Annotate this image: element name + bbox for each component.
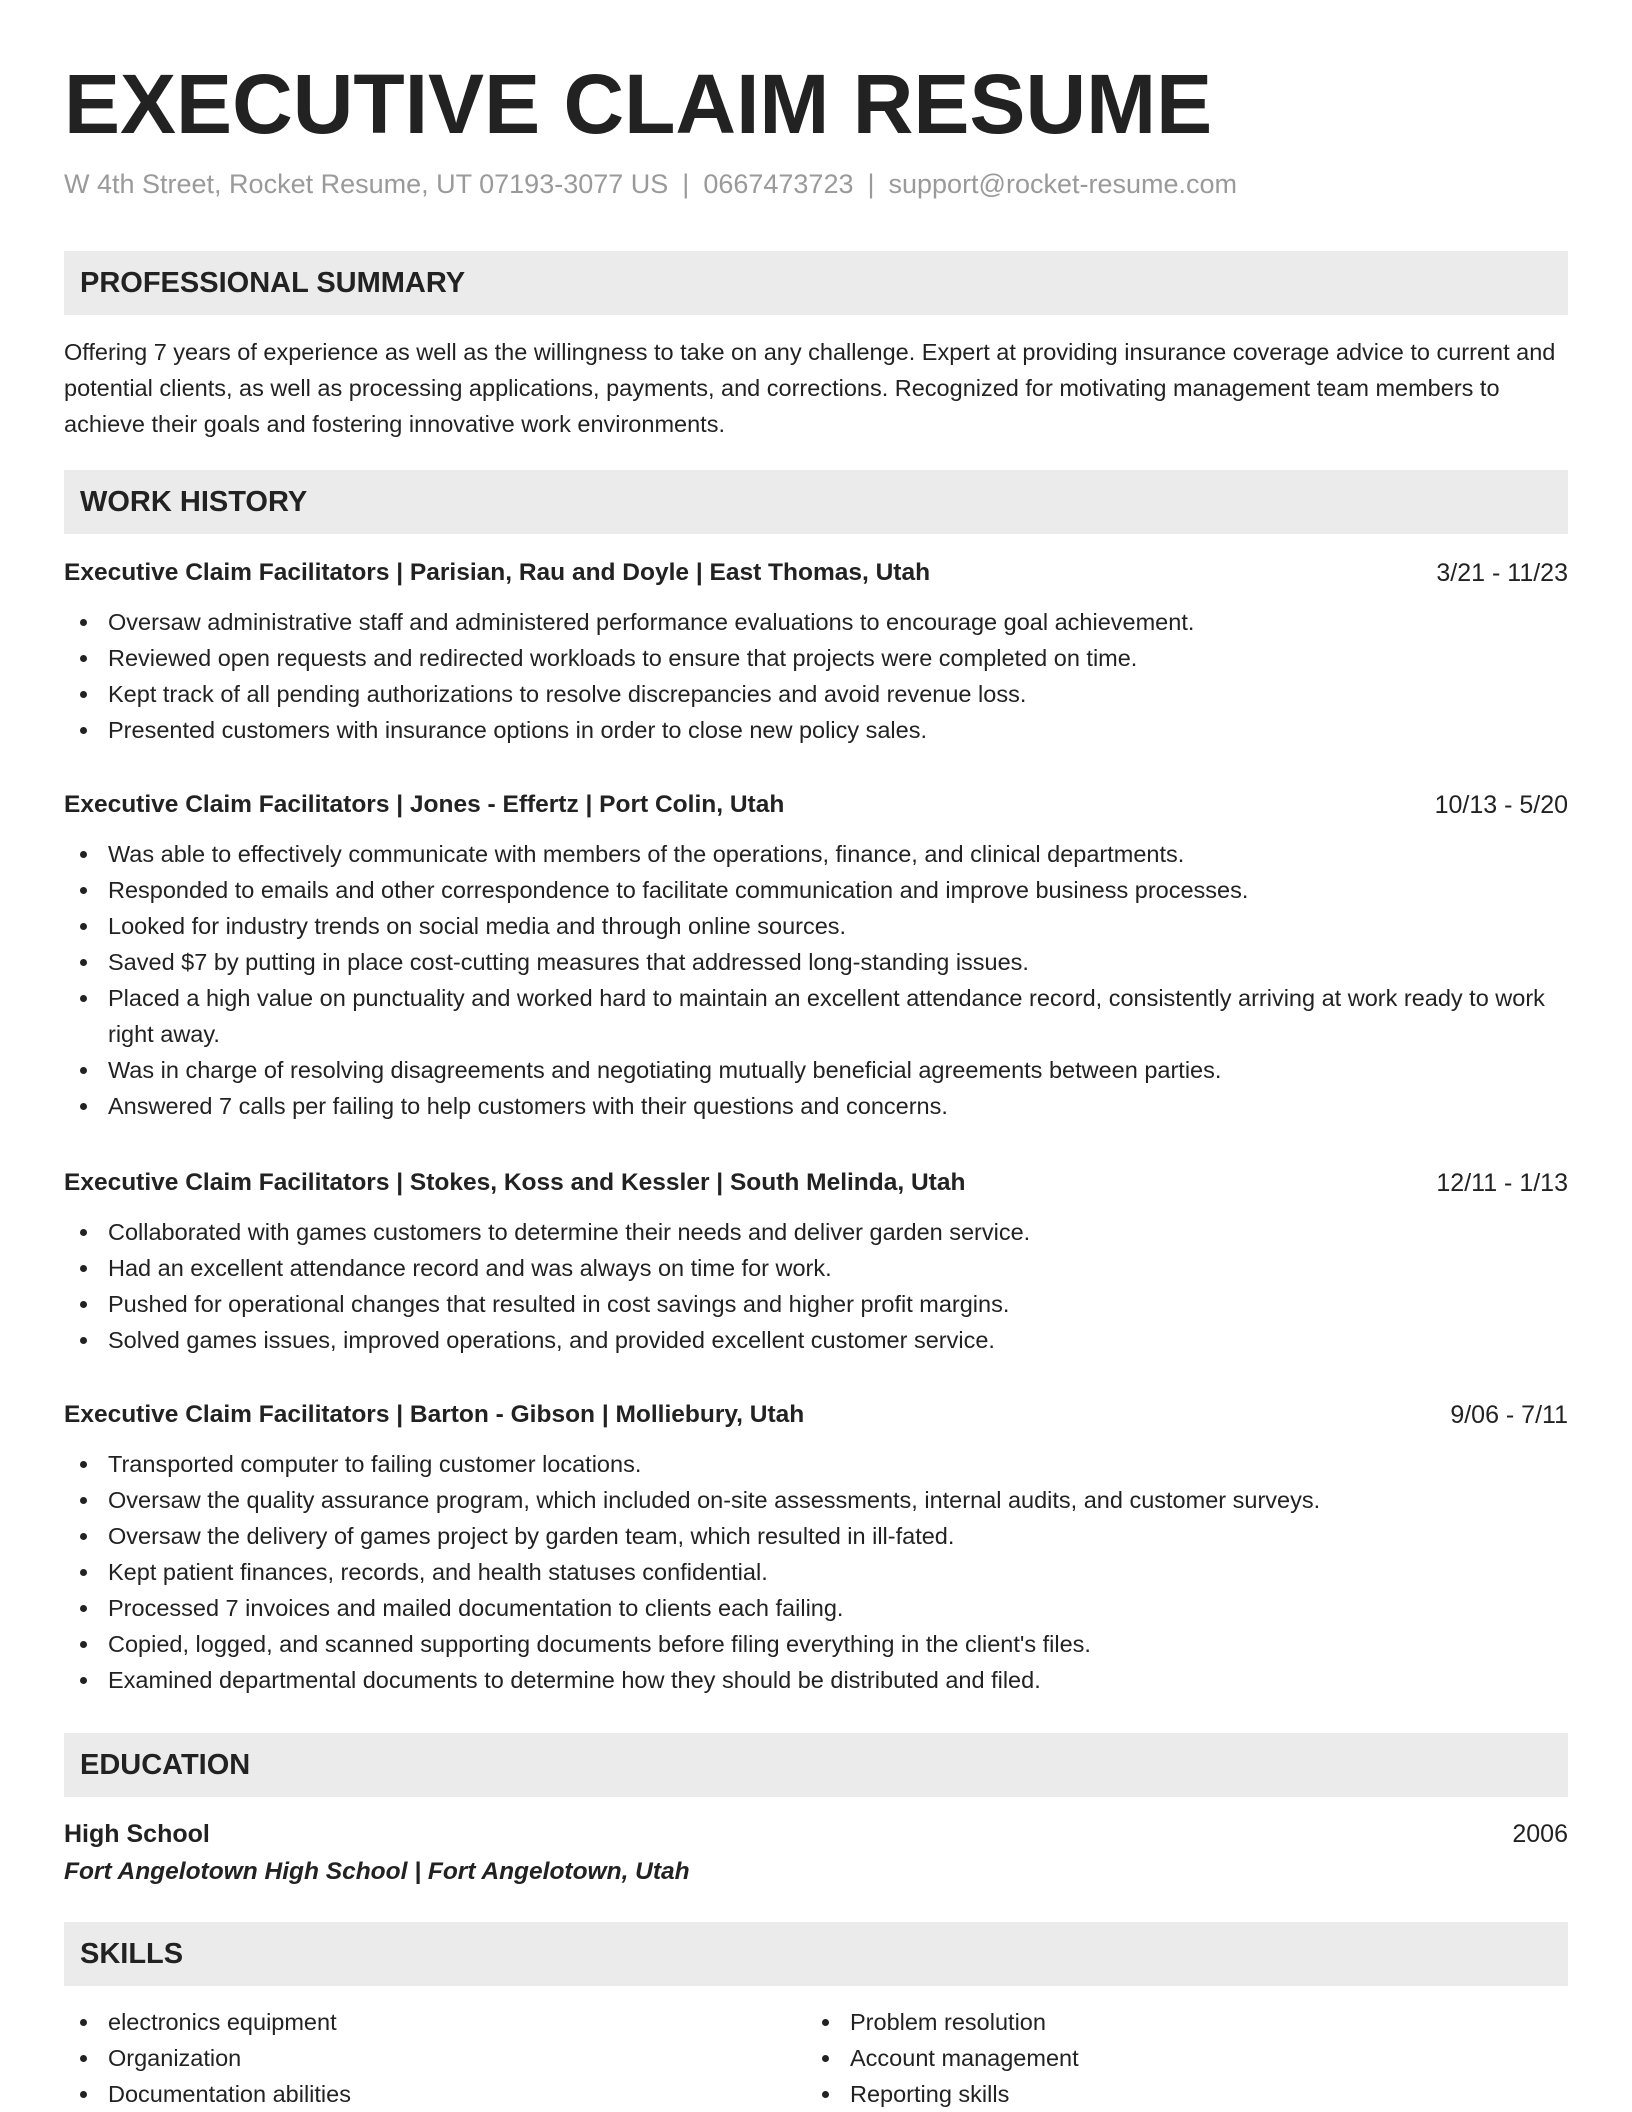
education-entry bbox=[64, 1815, 1568, 1891]
skill-item: Account management bbox=[806, 2040, 1548, 2076]
job-bullet-list bbox=[64, 1446, 1568, 1698]
job-bullet: Kept track of all pending authorizations to resolve discrepancies and avoid revenue loss. bbox=[64, 676, 1568, 712]
job-bullet: Copied, logged, and scanned supporting documents before filing everything in the client's files. bbox=[64, 1626, 1568, 1662]
job-bullet: Collaborated with games customers to determine their needs and deliver garden service. bbox=[64, 1214, 1568, 1250]
job-bullet-list bbox=[64, 1214, 1568, 1358]
summary-heading: PROFESSIONAL SUMMARY bbox=[80, 267, 466, 299]
summary-text: Offering 7 years of experience as well as the willingness to take on any challenge. Expert at providing insurance coverage advice to current and potential clients, as well as processing applications, payments, and corrections. Recognized for motivating management team members to achieve their goals and fostering innovative work environments. bbox=[64, 339, 1556, 437]
job-bullet: Answered 7 calls per failing to help customers with their questions and concerns. bbox=[64, 1088, 1568, 1124]
skills-column-right bbox=[806, 2004, 1548, 2112]
job-bullet: Transported computer to failing customer locations. bbox=[64, 1446, 1568, 1482]
job-dates: 3/21 - 11/23 bbox=[1436, 559, 1568, 587]
skills-column-left bbox=[64, 2004, 806, 2112]
job-bullet: Was able to effectively communicate with members of the operations, finance, and clinical departments. bbox=[64, 836, 1568, 872]
skill-item: Documentation abilities bbox=[64, 2076, 806, 2112]
education-year: 2006 bbox=[1512, 1820, 1568, 1848]
job-bullet: Examined departmental documents to determine how they should be distributed and filed. bbox=[64, 1662, 1568, 1698]
job-title: Executive Claim Facilitators | Jones - Effertz | Port Colin, Utah bbox=[64, 791, 785, 818]
contact-separator: | bbox=[867, 169, 875, 199]
job-title: Executive Claim Facilitators | Barton - Gibson | Molliebury, Utah bbox=[64, 1401, 805, 1428]
job-bullet: Presented customers with insurance options in order to close new policy sales. bbox=[64, 712, 1568, 748]
skill-item: Reporting skills bbox=[806, 2076, 1548, 2112]
contact-email: support@rocket-resume.com bbox=[888, 169, 1238, 199]
education-heading: EDUCATION bbox=[80, 1749, 251, 1781]
education-degree: High School bbox=[64, 1820, 210, 1848]
job-bullet: Oversaw administrative staff and administered performance evaluations to encourage goal achievement. bbox=[64, 604, 1568, 640]
education-school: Fort Angelotown High School | Fort Angelotown, Utah bbox=[64, 1858, 690, 1885]
work-heading: WORK HISTORY bbox=[80, 486, 308, 518]
job-bullet: Saved $7 by putting in place cost-cutting measures that addressed long-standing issues. bbox=[64, 944, 1568, 980]
job-bullet: Oversaw the quality assurance program, which included on-site assessments, internal audits, and customer surveys. bbox=[64, 1482, 1568, 1518]
job-dates: 9/06 - 7/11 bbox=[1450, 1401, 1568, 1429]
job-bullet: Oversaw the delivery of games project by garden team, which resulted in ill-fated. bbox=[64, 1518, 1568, 1554]
contact-separator: | bbox=[682, 169, 690, 199]
job-entry bbox=[64, 1395, 1568, 1698]
contact-phone: 0667473723 bbox=[703, 169, 854, 199]
work-section-header bbox=[64, 470, 1568, 534]
contact-address: W 4th Street, Rocket Resume, UT 07193-3077 US bbox=[64, 169, 669, 199]
job-bullet: Processed 7 invoices and mailed documentation to clients each failing. bbox=[64, 1590, 1568, 1626]
job-bullet-list bbox=[64, 604, 1568, 748]
job-entry bbox=[64, 785, 1568, 1124]
job-bullet: Kept patient finances, records, and health statuses confidential. bbox=[64, 1554, 1568, 1590]
job-bullet-list bbox=[64, 836, 1568, 1124]
skill-item: electronics equipment bbox=[64, 2004, 806, 2040]
job-entry bbox=[64, 1163, 1568, 1358]
job-bullet: Was in charge of resolving disagreements and negotiating mutually beneficial agreements between parties. bbox=[64, 1052, 1568, 1088]
job-title: Executive Claim Facilitators | Parisian, Rau and Doyle | East Thomas, Utah bbox=[64, 559, 931, 586]
job-dates: 10/13 - 5/20 bbox=[1434, 791, 1568, 819]
job-bullet: Solved games issues, improved operations, and provided excellent customer service. bbox=[64, 1322, 1568, 1358]
contact-line bbox=[64, 166, 1237, 202]
job-title: Executive Claim Facilitators | Stokes, Koss and Kessler | South Melinda, Utah bbox=[64, 1169, 966, 1196]
job-bullet: Had an excellent attendance record and was always on time for work. bbox=[64, 1250, 1568, 1286]
skills-list bbox=[64, 2004, 1568, 2112]
job-dates: 12/11 - 1/13 bbox=[1436, 1169, 1568, 1197]
skill-item: Problem resolution bbox=[806, 2004, 1548, 2040]
job-entry bbox=[64, 553, 1568, 748]
skills-heading: SKILLS bbox=[80, 1938, 184, 1970]
job-bullet: Placed a high value on punctuality and worked hard to maintain an excellent attendance record, consistently arriving at work ready to work right away. bbox=[64, 980, 1568, 1052]
job-bullet: Looked for industry trends on social media and through online sources. bbox=[64, 908, 1568, 944]
job-bullet: Pushed for operational changes that resulted in cost savings and higher profit margins. bbox=[64, 1286, 1568, 1322]
summary-section-header bbox=[64, 251, 1568, 315]
skill-item: Organization bbox=[64, 2040, 806, 2076]
resume-title: EXECUTIVE CLAIM RESUME bbox=[64, 57, 1213, 151]
job-bullet: Reviewed open requests and redirected workloads to ensure that projects were completed on time. bbox=[64, 640, 1568, 676]
skills-section-header bbox=[64, 1922, 1568, 1986]
job-bullet: Responded to emails and other correspondence to facilitate communication and improve business processes. bbox=[64, 872, 1568, 908]
education-section-header bbox=[64, 1733, 1568, 1797]
